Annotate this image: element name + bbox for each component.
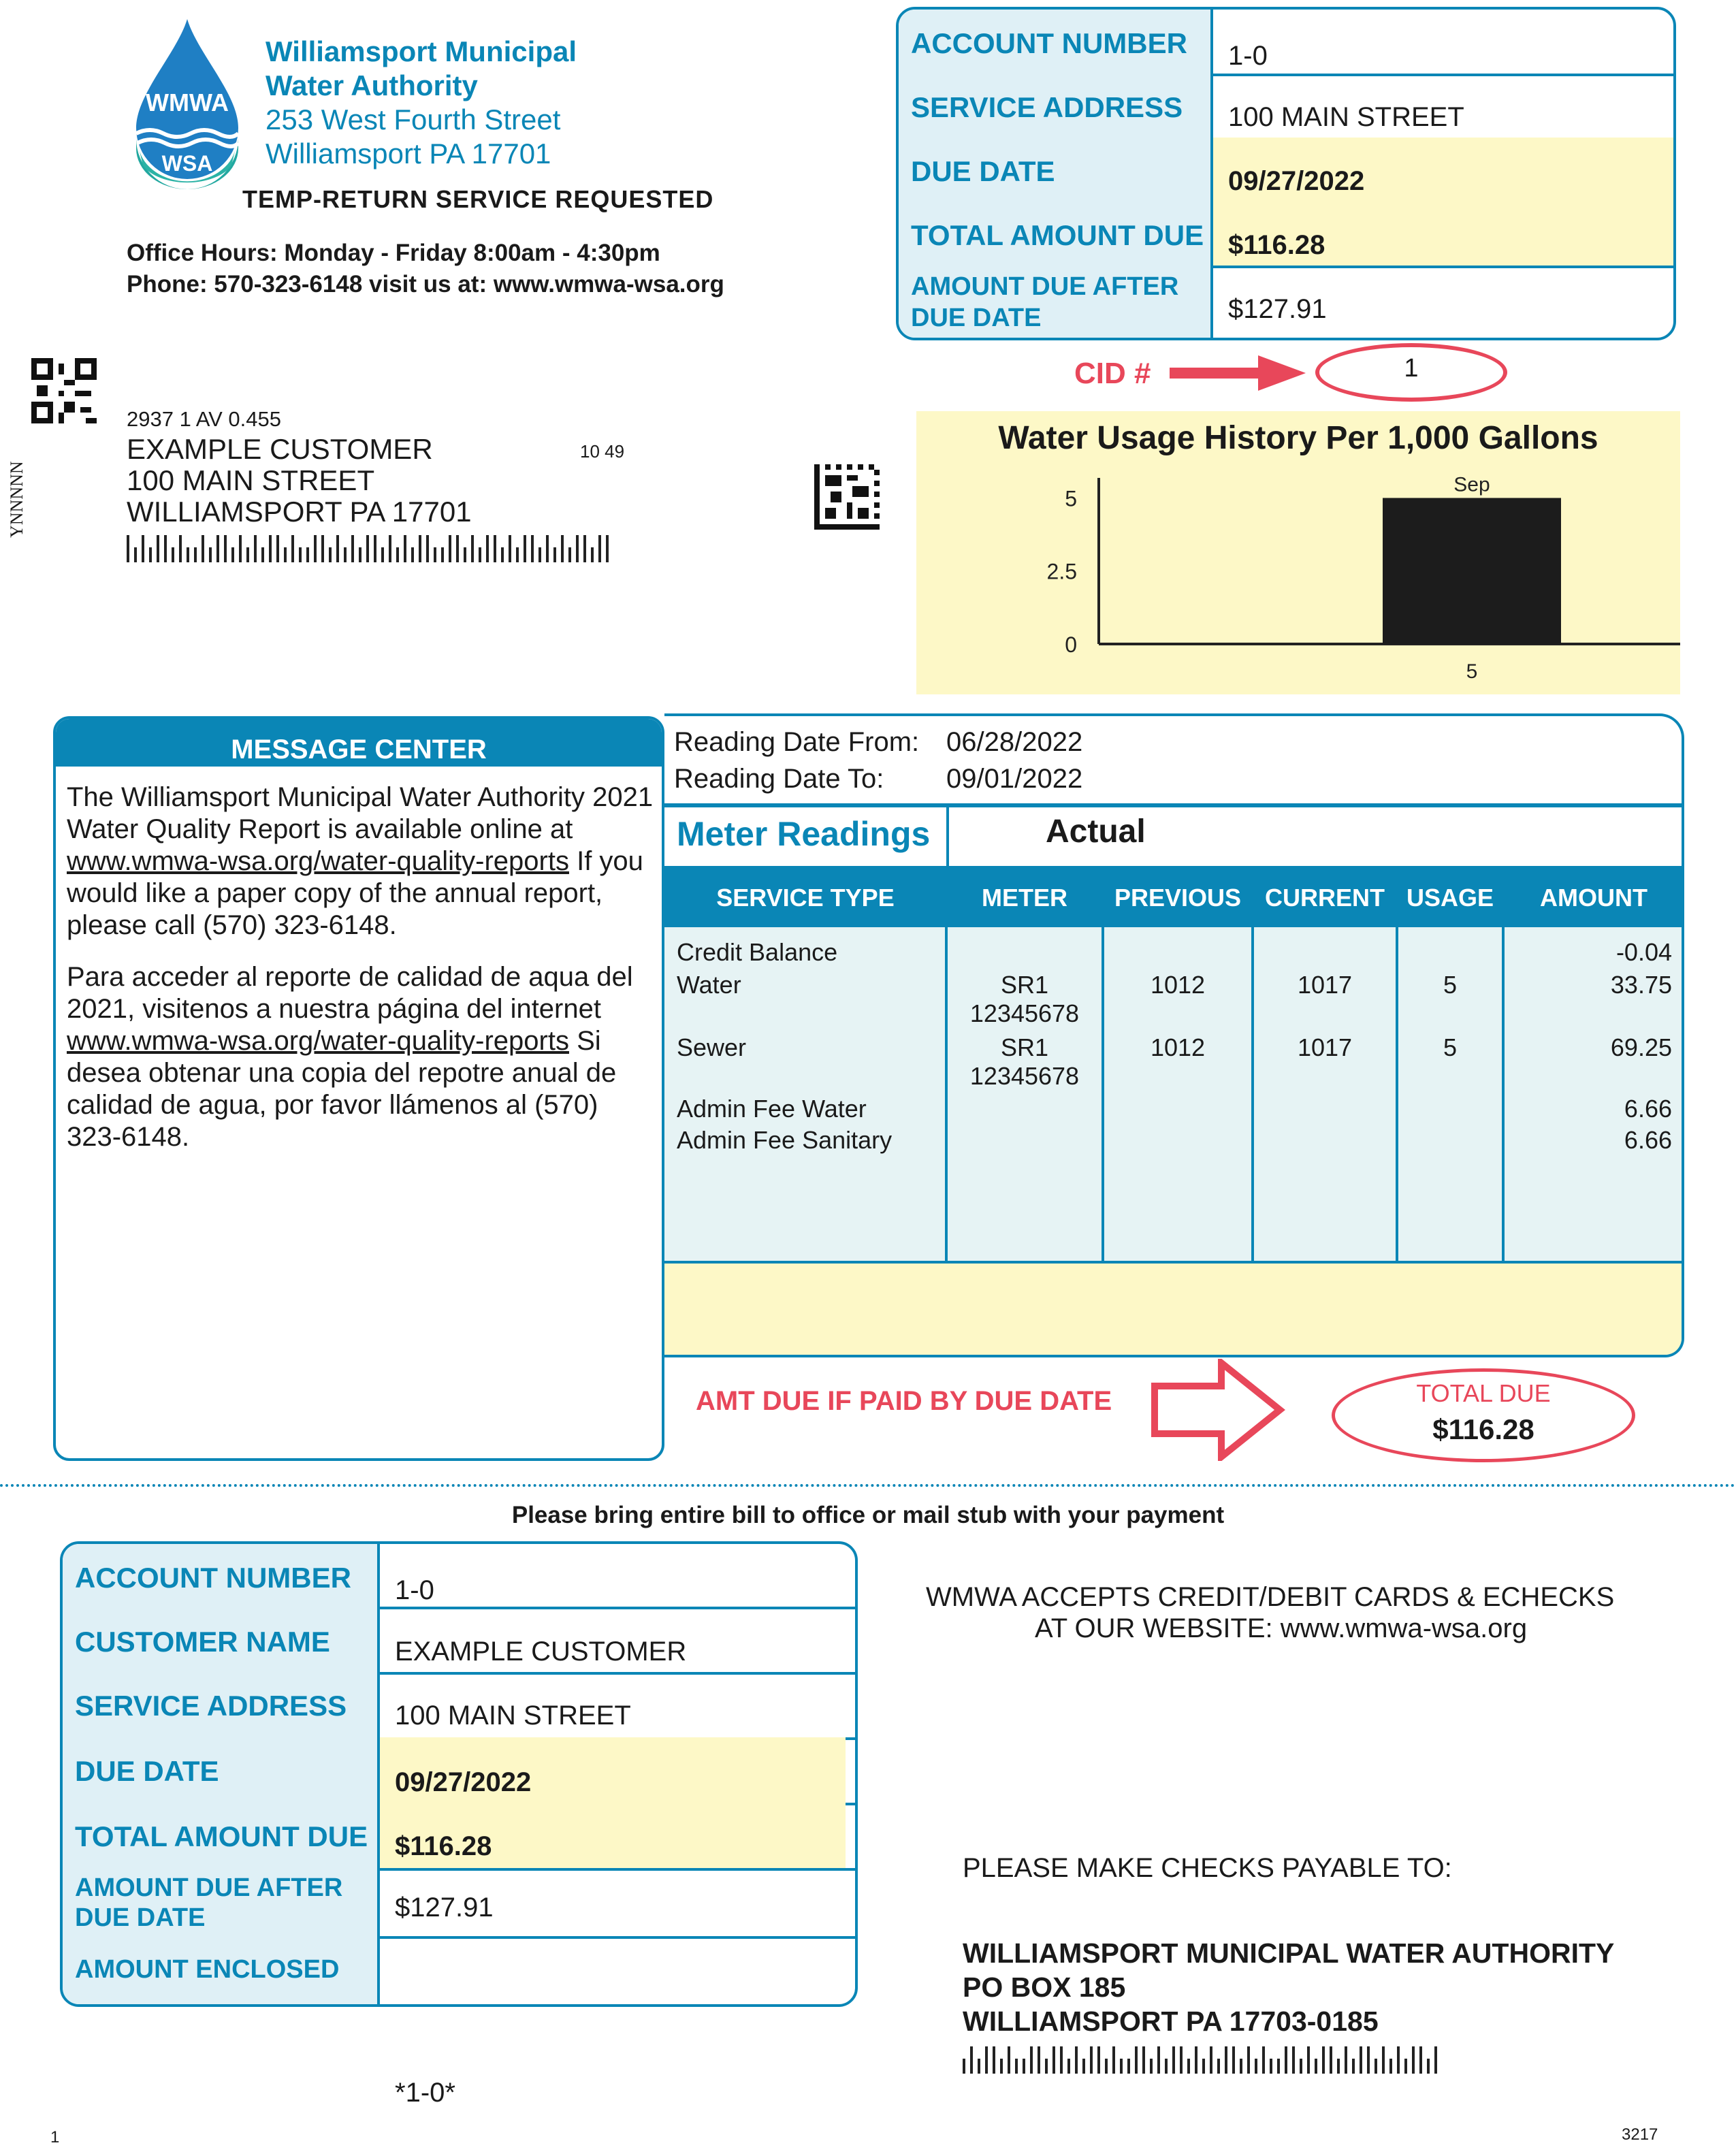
postal-barcode — [127, 535, 613, 562]
reading-type: Actual — [1046, 814, 1146, 850]
stub-total-amount-due-row — [63, 1803, 855, 1871]
message-center-title: MESSAGE CENTER — [56, 719, 662, 767]
total-amount-due-row — [899, 202, 1673, 268]
stub-total-amount-due-value: $116.28 — [395, 1831, 492, 1861]
y-tick-label: 5 — [1065, 486, 1077, 511]
header-meter: METER — [982, 884, 1067, 912]
message-center — [53, 716, 664, 1461]
amount-after-due-row — [899, 266, 1673, 338]
row-amount: 69.25 — [1610, 1033, 1672, 1061]
table-header — [664, 866, 1684, 927]
stub-amount-after-due-row — [63, 1868, 855, 1939]
bar-sep — [1383, 498, 1561, 644]
chart-title: Water Usage History Per 1,000 Gallons — [998, 420, 1598, 456]
row-service: Water — [677, 971, 741, 999]
cid-arrow-icon — [1170, 355, 1306, 391]
row-usage: 5 — [1443, 1033, 1458, 1061]
payee-line2: PO BOX 185 — [963, 1972, 1126, 2003]
row-service: Admin Fee Sanitary — [677, 1126, 893, 1154]
amount-after-due-value: $127.91 — [1228, 294, 1327, 324]
amt-due-callout: AMT DUE IF PAID BY DUE DATE — [696, 1386, 1112, 1416]
due-date-value: 09/27/2022 — [1228, 166, 1365, 196]
message-en-text-2: If you would like a paper copy of the annual report, please call (570) 323-6148. — [67, 846, 643, 940]
cid-value: 1 — [1404, 354, 1419, 383]
phone-web: Phone: 570-323-6148 visit us at: www.wmwa-wsa.org — [127, 271, 724, 297]
stub-due-date-row — [63, 1737, 855, 1805]
logo-top-text: WMWA — [146, 89, 229, 116]
total-amount-due-value: $116.28 — [1228, 230, 1325, 260]
cid-label: CID # — [1074, 357, 1151, 390]
stub-amount-enclosed-row — [63, 1936, 855, 2004]
stub-due-date-label: DUE DATE — [75, 1755, 219, 1787]
stub-service-address-value: 100 MAIN STREET — [395, 1701, 631, 1731]
accepts-cards-line1: WMWA ACCEPTS CREDIT/DEBIT CARDS & ECHECKS — [926, 1582, 1615, 1612]
due-date-label: DUE DATE — [911, 155, 1055, 187]
stub-amount-after-due-value: $127.91 — [395, 1893, 494, 1922]
table-footer — [664, 1264, 1684, 1357]
account-summary-box — [896, 7, 1676, 340]
quality-report-link-en[interactable]: www.wmwa-wsa.org/water-quality-reports — [67, 846, 569, 876]
row-amount: -0.04 — [1616, 938, 1672, 966]
reading-to-label: Reading Date To: — [674, 764, 884, 794]
row-amount: 6.66 — [1624, 1095, 1672, 1123]
stub-service-address-row — [63, 1672, 855, 1740]
org-name-line2: Water Authority — [266, 69, 478, 101]
account-number-row — [899, 10, 1673, 76]
reading-to-value: 09/01/2022 — [946, 764, 1083, 794]
row-amount: 33.75 — [1610, 971, 1672, 999]
message-en-text: The Williamsport Municipal Water Authority 2021 Water Quality Report is available online at — [67, 782, 654, 844]
big-arrow-icon — [1151, 1359, 1287, 1461]
logo-bottom-text: WSA — [161, 151, 213, 176]
org-name-line1: Williamsport Municipal — [266, 35, 577, 67]
scan-code: *1-0* — [395, 2078, 455, 2108]
payee-line3: WILLIAMSPORT PA 17703-0185 — [963, 2006, 1379, 2037]
mailing-code-line: 2937 1 AV 0.455 — [127, 407, 281, 431]
account-number-value: 1-0 — [1228, 41, 1268, 71]
total-due-label: TOTAL DUE — [1416, 1379, 1551, 1407]
org-address-line2: Williamsport PA 17701 — [266, 138, 551, 170]
message-es-text: Para acceder al reporte de calidad de aqua del 2021, visitenos a nuestra página del internet — [67, 962, 633, 1024]
vertical-code: YNNNNN — [7, 461, 27, 538]
stub-customer-name-label: CUSTOMER NAME — [75, 1626, 330, 1658]
stub-customer-name-row — [63, 1607, 855, 1675]
mailing-street: 100 MAIN STREET — [127, 464, 375, 496]
office-hours: Office Hours: Monday - Friday 8:00am - 4:30pm — [127, 240, 660, 266]
header-current: CURRENT — [1265, 884, 1385, 912]
y-tick-label: 2.5 — [1046, 559, 1077, 584]
org-address-line1: 253 West Fourth Street — [266, 103, 561, 135]
amount-after-due-label-1: AMOUNT DUE AFTER — [911, 272, 1179, 301]
perforation-line — [0, 1484, 1736, 1487]
row-meter-serial: 12345678 — [969, 999, 1080, 1027]
row-usage: 5 — [1443, 971, 1458, 999]
reading-from-value: 06/28/2022 — [946, 727, 1083, 757]
message-es-text-2: Si desea obtenar una copia del repotre anual de calidad de agua, por favor llámenos al (570) 323-6148. — [67, 1026, 617, 1152]
divider — [664, 803, 1684, 807]
row-current: 1017 — [1297, 971, 1353, 999]
payable-to-label: PLEASE MAKE CHECKS PAYABLE TO: — [963, 1853, 1452, 1883]
total-amount-due-label: TOTAL AMOUNT DUE — [911, 219, 1204, 251]
service-requested: TEMP-RETURN SERVICE REQUESTED — [242, 185, 714, 213]
service-address-row — [899, 74, 1673, 140]
row-meter: SR1 — [1000, 1033, 1049, 1061]
row-meter-serial: 12345678 — [969, 1062, 1080, 1090]
bar-category-label: Sep — [1453, 473, 1490, 496]
page-number: 1 — [50, 2128, 60, 2146]
stub-account-box — [60, 1541, 858, 2007]
y-tick-label: 0 — [1065, 632, 1077, 657]
header-usage: USAGE — [1406, 884, 1494, 912]
row-amount: 6.66 — [1624, 1126, 1672, 1154]
table-body — [664, 927, 1684, 1264]
row-meter: SR1 — [1000, 971, 1049, 999]
usage-chart — [916, 411, 1680, 694]
stub-account-number-value: 1-0 — [395, 1575, 434, 1605]
data-matrix-icon — [814, 464, 880, 530]
stub-customer-name-value: EXAMPLE CUSTOMER — [395, 1637, 687, 1667]
stub-amount-after-due-label-2: DUE DATE — [75, 1903, 206, 1932]
mailing-name: EXAMPLE CUSTOMER — [127, 433, 433, 465]
return-barcode — [963, 2046, 1442, 2074]
qr-code-icon — [31, 358, 97, 423]
stub-account-number-row — [63, 1544, 855, 1609]
stub-instruction: Please bring entire bill to office or mail stub with your payment — [511, 1502, 1225, 1528]
total-due-amount: $116.28 — [1432, 1413, 1534, 1445]
row-service: Admin Fee Water — [677, 1095, 867, 1123]
quality-report-link-es[interactable]: www.wmwa-wsa.org/water-quality-reports — [67, 1026, 569, 1056]
stub-amount-enclosed-label: AMOUNT ENCLOSED — [75, 1955, 340, 1984]
header-previous: PREVIOUS — [1114, 884, 1242, 912]
row-previous: 1012 — [1150, 971, 1206, 999]
account-number-label: ACCOUNT NUMBER — [911, 27, 1187, 59]
form-code: 3217 — [1622, 2125, 1658, 2144]
readings-panel — [664, 713, 1684, 1357]
stub-total-amount-due-label: TOTAL AMOUNT DUE — [75, 1820, 368, 1852]
due-date-row — [899, 138, 1673, 204]
stub-due-date-value: 09/27/2022 — [395, 1767, 532, 1797]
row-service: Credit Balance — [677, 938, 838, 966]
bar-value-label: 5 — [1466, 660, 1478, 683]
accepts-cards-line2[interactable]: AT OUR WEBSITE: www.wmwa-wsa.org — [1035, 1613, 1528, 1643]
stub-account-number-label: ACCOUNT NUMBER — [75, 1562, 351, 1594]
usage-chart-panel — [916, 411, 1680, 694]
stub-amount-after-due-label-1: AMOUNT DUE AFTER — [75, 1873, 343, 1902]
stub-service-address-label: SERVICE ADDRESS — [75, 1690, 347, 1722]
meter-readings-title: Meter Readings — [677, 815, 931, 853]
reading-from-label: Reading Date From: — [674, 727, 920, 757]
row-previous: 1012 — [1150, 1033, 1206, 1061]
mailing-side-code: 10 49 — [580, 441, 625, 462]
row-current: 1017 — [1297, 1033, 1353, 1061]
header-amount: AMOUNT — [1540, 884, 1647, 912]
payee-line1: WILLIAMSPORT MUNICIPAL WATER AUTHORITY — [963, 1937, 1615, 1969]
logo — [129, 19, 245, 189]
service-address-value: 100 MAIN STREET — [1228, 102, 1464, 132]
mailing-city: WILLIAMSPORT PA 17701 — [127, 496, 472, 528]
header-service-type: SERVICE TYPE — [716, 884, 895, 912]
amount-after-due-label-2: DUE DATE — [911, 304, 1042, 332]
message-paragraph-en — [67, 782, 659, 942]
divider — [946, 807, 949, 866]
row-service: Sewer — [677, 1033, 747, 1061]
message-paragraph-es — [67, 961, 659, 1153]
service-address-label: SERVICE ADDRESS — [911, 91, 1183, 123]
